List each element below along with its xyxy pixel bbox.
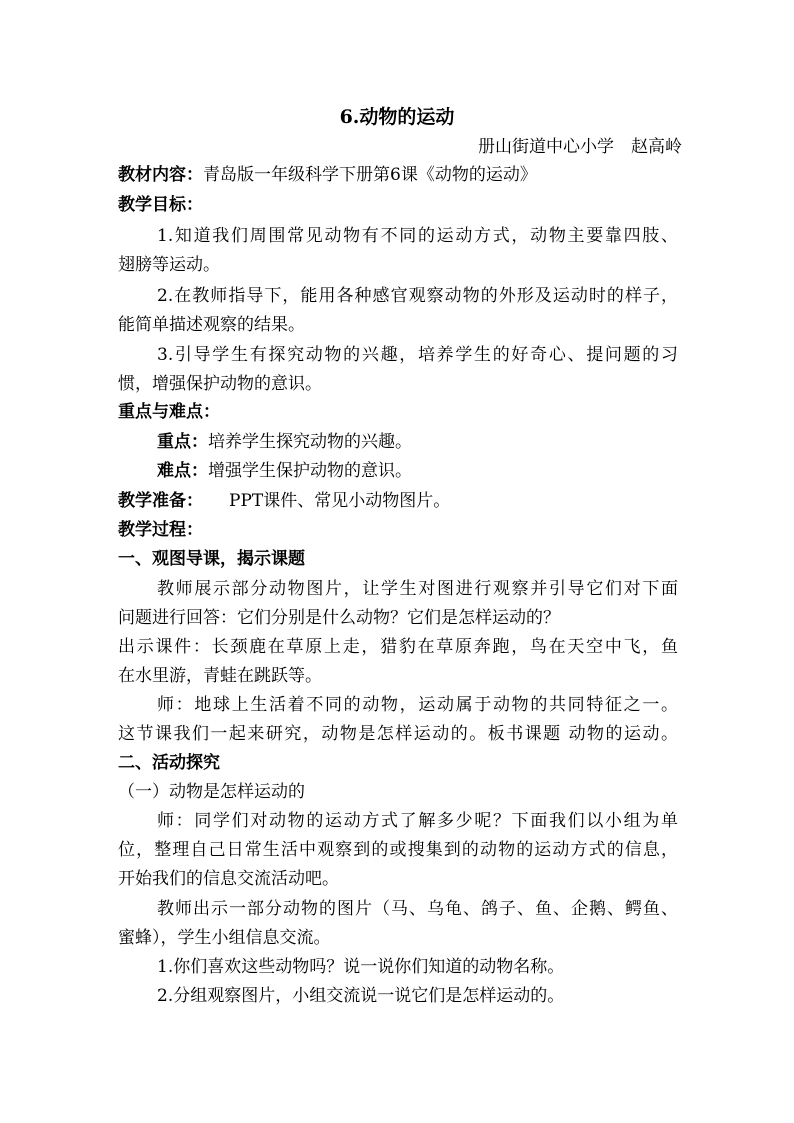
process-heading: 教学过程： [118, 520, 203, 540]
s2-para-1-line-2: 位，整理自己日常生活中观察到的或搜集到的动物的运动方式的信息， [118, 840, 678, 860]
s1-para-3-line-1: 师：地球上生活着不同的动物，运动属于动物的共同特征之一。 [157, 695, 678, 715]
goal-3-line-2: 惯，增强保护动物的意识。 [118, 374, 322, 394]
section-2-heading: 二、活动探究 [118, 753, 220, 773]
preparation-label: 教学准备： [118, 491, 203, 511]
difficulty-label: 难点： [157, 461, 208, 481]
author-line: 册山街道中心小学 赵高岭 [478, 137, 682, 157]
s2-para-1-line-3: 开始我们的信息交流活动吧。 [118, 869, 339, 889]
section-1-heading: 一、观图导课，揭示课题 [118, 549, 305, 569]
s1-para-2-line-1: 出示课件：长颈鹿在草原上走，猎豹在草原奔跑，鸟在天空中飞，鱼 [118, 637, 678, 657]
goals-heading: 教学目标： [118, 195, 203, 215]
material-line [118, 164, 678, 186]
material-label: 教材内容： [118, 165, 203, 185]
page-title: 6.动物的运动 [339, 106, 455, 128]
goal-3-line-1: 3.引导学生有探究动物的兴趣，培养学生的好奇心、提问题的习 [157, 345, 678, 365]
s2-para-2-line-1: 教师出示一部分动物的图片（马、乌龟、鸽子、鱼、企鹅、鳄鱼、 [157, 899, 678, 919]
s1-para-3-line-2: 这节课我们一起来研究，动物是怎样运动的。板书课题 动物的运动。 [118, 724, 678, 744]
s2-para-1-line-1: 师：同学们对动物的运动方式了解多少呢？下面我们以小组为单 [157, 811, 678, 831]
s2-para-2-line-2: 蜜蜂），学生小组信息交流。 [118, 928, 331, 948]
subsection-1-heading: （一）动物是怎样运动的 [118, 782, 305, 802]
goal-2-line-1: 2.在教师指导下，能用各种感官观察动物的外形及运动时的样子， [157, 286, 678, 306]
keypoints-heading: 重点与难点： [118, 402, 220, 422]
difficulty-line [157, 460, 717, 482]
key-point-text: 培养学生探究动物的兴趣。 [208, 432, 412, 452]
difficulty-text: 增强学生保护动物的意识。 [208, 461, 412, 481]
s1-para-2-line-2: 在水里游，青蛙在跳跃等。 [118, 666, 322, 686]
goal-1-line-1: 1.知道我们周围常见动物有不同的运动方式，动物主要靠四肢、 [157, 226, 678, 246]
s1-para-1-line-2: 问题进行回答：它们分别是什么动物？它们是怎样运动的？ [118, 608, 560, 628]
s2-question-1: 1.你们喜欢这些动物吗？说一说你们知道的动物名称。 [157, 957, 565, 977]
s1-para-1-line-1: 教师展示部分动物图片，让学生对图进行观察并引导它们对下面 [157, 579, 678, 599]
s2-question-2: 2.分组观察图片，小组交流说一说它们是怎样运动的。 [157, 986, 565, 1006]
key-point-line [157, 431, 717, 453]
goal-1-line-2: 翅膀等运动。 [118, 255, 220, 275]
goal-2-line-2: 能简单描述观察的结果。 [118, 315, 305, 335]
material-text: 青岛版一年级科学下册第6课《动物的运动》 [203, 165, 537, 185]
preparation-text: PPT课件、常见小动物图片。 [229, 491, 451, 511]
key-point-label: 重点： [157, 432, 208, 452]
preparation-line [118, 490, 678, 512]
